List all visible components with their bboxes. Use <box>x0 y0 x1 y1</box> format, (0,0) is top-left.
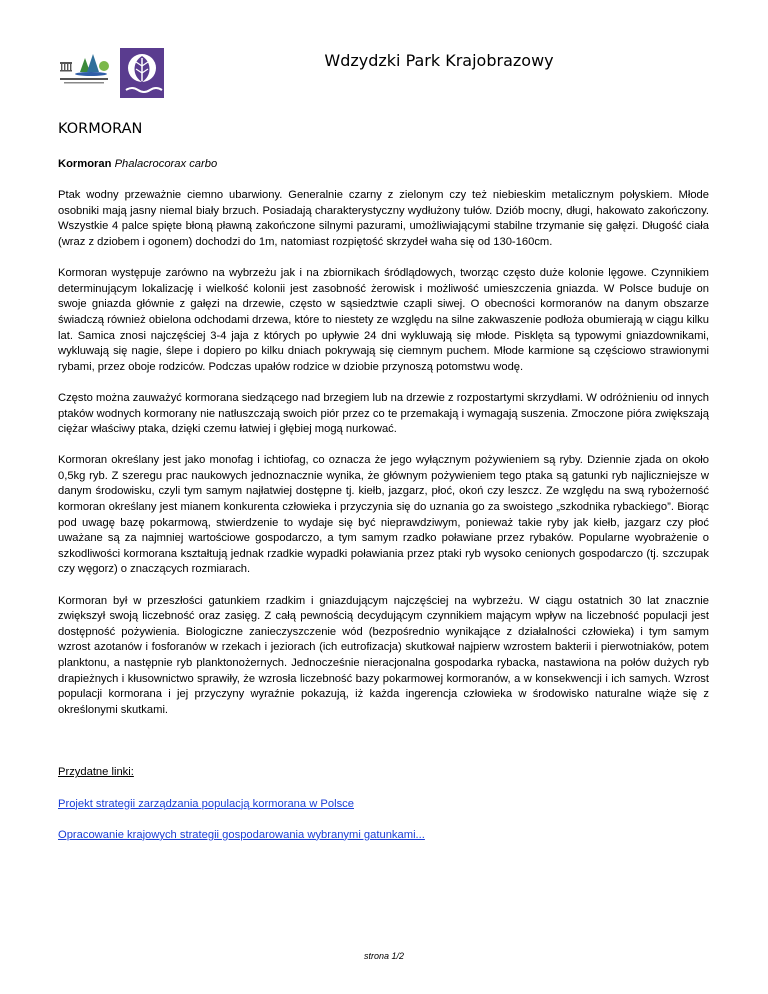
paragraph-description: Ptak wodny przeważnie ciemno ubarwiony. Generalnie czarny z zielonym czy też niebieskim metalicznym połyskiem. Młode osobniki mają jasny niemal biały brzuch. Posiadają charakterystyczny wydłużony tułów. Dziób mocny, długi, hakowato zakończony. Wszystkie 4 palce spięte błoną pławną zakończone silnymi pazurami, umożliwiającymi stabilne trzymanie się gałęzi. Długość ciała (wraz z dziobem i ogonem) dochodzi do 1m, natomiast rozpiętość skrzydeł waha się od 130-160cm. <box>58 189 709 248</box>
species-line <box>58 157 709 173</box>
paragraph-population: Kormoran był w przeszłości gatunkiem rzadkim i gniazdującym najczęściej na wybrzeżu. W ciągu ostatnich 30 lat znacznie zwiększył swoją liczebność oraz zasięg. Z całą pewnością decydującym czynnikiem mającym wpływ na liczebność populacji jest dostępność pożywienia. Biologiczne zanieczyszczenie wód (bezpośrednio wynikające z działalności człowieka) i tym samym wzrost azotanów i fosforanów w rzekach i jeziorach (ich eutrofizacja) skutkował najpierw wzrostem bakterii i pierwotniaków, potem planktonu, a następnie ryb planktonożernych. Jednocześnie nieracjonalna gospodarka rybacka, nastawiona na połów dużych ryb drapieżnych i kłusownictwo sprawiły, że wzrosła liczebność bazy pokarmowej kormoranów, a w konsekwencji i ich samych. Wzrost populacji kormorana i jej przyczyny wyraźnie pokazują, iż każda ingerencja człowieka w środowisko naturalne wiąże się z określonymi skutkami. <box>58 594 709 716</box>
article-title: KORMORAN <box>58 121 143 137</box>
link-row <box>58 797 709 813</box>
site-title: Wdzydzki Park Krajobrazowy <box>324 51 554 70</box>
link-cormorant-strategy[interactable]: Projekt strategii zarządzania populacją kormorana w Polsce <box>58 797 354 810</box>
paragraph-habitat: Kormoran występuje zarówno na wybrzeżu jak i na zbiornikach śródlądowych, tworząc często duże kolonie lęgowe. Czynnikiem determinującym lokalizację i wielkość kolonii jest zasobność żerowisk i możliwość umieszczenia gniazda. W Polsce buduje on swoje gniazda głównie z gałęzi na drzewie, często w sąsiedztwie czapli siwej. O obecności kormoranów na danym obszarze świadczą również obielona odchodami drzewa, które to niestety ze względu na silne zakwaszenie podłoża obumierają w ciągu kilku lat. Samica znosi najczęściej 3-4 jaja z których po upływie 24 dni wykluwają się młode. Pisklęta są typowymi gniazdownikami, wykluwają się nagie, ślepe i dopiero po kilku dniach pokrywają się ciemnym puchem. Młode karmione są częściowo strawionymi rybami, przez oboje rodziców. Podczas upałów rodzice w dziobie przynoszą potomstwu wodę. <box>58 267 709 373</box>
paragraph-behavior: Często można zauważyć kormorana siedzącego nad brzegiem lub na drzewie z rozpostartymi skrzydłami. W odróżnieniu od innych ptaków wodnych kormorany nie natłuszczają swoich piór przez co te przemakają i wymagają suszenia. Zmoczone pióra zwiększają ciężar właściwy ptaka, dzięki czemu łatwiej i głębiej mogą nurkować. <box>58 391 709 436</box>
species-common-name: Kormoran <box>58 158 112 170</box>
link-national-strategies[interactable]: Opracowanie krajowych strategii gospodarowania wybranymi gatunkami... <box>58 828 425 841</box>
species-latin-name: Phalacrocorax carbo <box>114 158 218 170</box>
link-row <box>58 828 709 844</box>
links-heading: Przydatne linki: <box>58 766 134 779</box>
article-content <box>58 157 709 859</box>
paragraph-diet: Kormoran określany jest jako monofag i ichtiofag, co oznacza że jego wyłącznym pożywieniem są ryby. Dziennie zjada on około 0,5kg ryb. Z szeregu prac naukowych jednoznacznie wynika, że głównym pożywieniem tego ptaka są gatunki ryb najliczniejsze w danym środowisku, czyli tym samym najłatwiej dostępne tj. kiełb, jazgarz, płoć, okoń czy leszcz. Ze względu na swą rybożerność kormoran określany jest mianem konkurenta człowieka i przyczynia się do uznania go za swoistego „szkodnika rybackiego”. Biorąc pod uwagę bazę pokarmową, stwierdzenie to wydaje się być nieprawdziwym, ponieważ takie ryby jak kiełb, jazgarz czy płoć uważane są za najmniej wartościowe gospodarczo, a tym samym rzadko poławiane przez rybaków. Popularne wyobrażenie o szkodliwości kormorana kształtują jednak rzadkie wypadki poławiania przez ptaki ryb wysoko cenionych gospodarczo (tj. szczupak czy węgorz) o znaczących rozmiarach. <box>58 454 709 576</box>
page-number: strona 1/2 <box>363 951 405 961</box>
